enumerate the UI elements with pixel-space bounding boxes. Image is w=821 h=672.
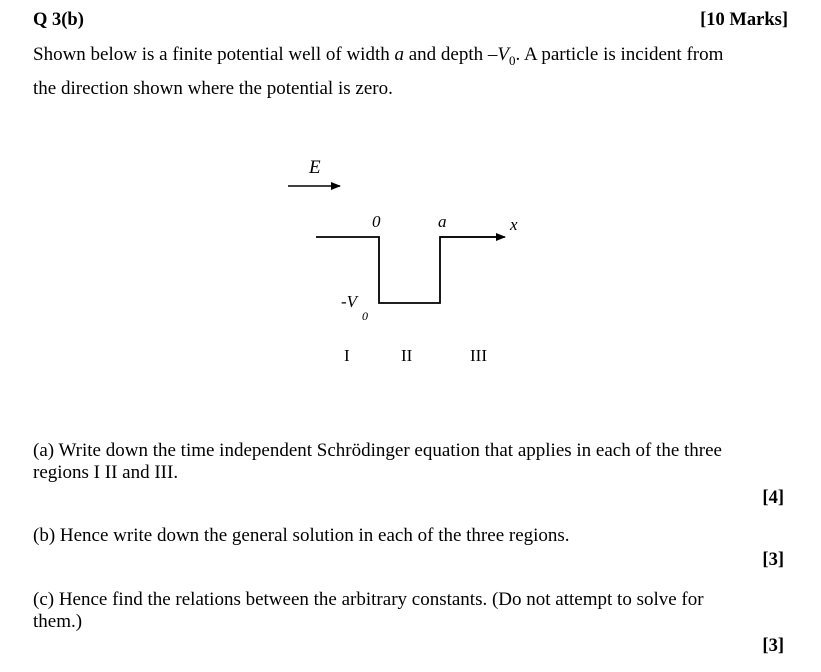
width-symbol: a: [394, 44, 404, 65]
depth-label-subscript: 0: [362, 309, 368, 323]
region-label-2: II: [401, 346, 413, 365]
intro-line-2: the direction shown where the potential is zero.: [33, 78, 393, 99]
width-label: a: [438, 212, 447, 231]
part-b-text: [33, 525, 570, 547]
depth-subscript: 0: [509, 52, 516, 68]
part-c-line-2: them.): [33, 611, 83, 632]
depth-symbol: V: [497, 44, 509, 65]
part-a-line-2: regions I II and III.: [33, 462, 179, 483]
origin-label: 0: [372, 212, 381, 231]
part-b-line-1: (b) Hence write down the general solution in each of the three regions.: [33, 525, 570, 546]
intro-text-1: Shown below is a finite potential well of width: [33, 44, 395, 65]
energy-label: E: [309, 157, 321, 178]
part-c-line-1: (c) Hence find the relations between the arbitrary constants. (Do not attempt to solve for: [33, 589, 704, 610]
intro-text-2: and depth –: [403, 44, 498, 65]
part-c-marks: [3]: [762, 636, 784, 656]
part-a-marks: [4]: [762, 488, 784, 508]
x-axis-label: x: [510, 215, 518, 234]
question-number: Q 3(b): [33, 10, 84, 30]
region-label-3: III: [470, 346, 487, 365]
part-c-text: [33, 589, 704, 633]
part-b-marks: [3]: [762, 550, 784, 570]
part-a-text: [33, 440, 722, 484]
intro-text-3: . A particle is incident from: [515, 44, 724, 65]
region-label-1: I: [344, 346, 350, 365]
depth-label: -V: [341, 292, 358, 311]
part-a-line-1: (a) Write down the time independent Schrödinger equation that applies in each of the three: [33, 440, 722, 461]
total-marks: [10 Marks]: [700, 10, 788, 30]
